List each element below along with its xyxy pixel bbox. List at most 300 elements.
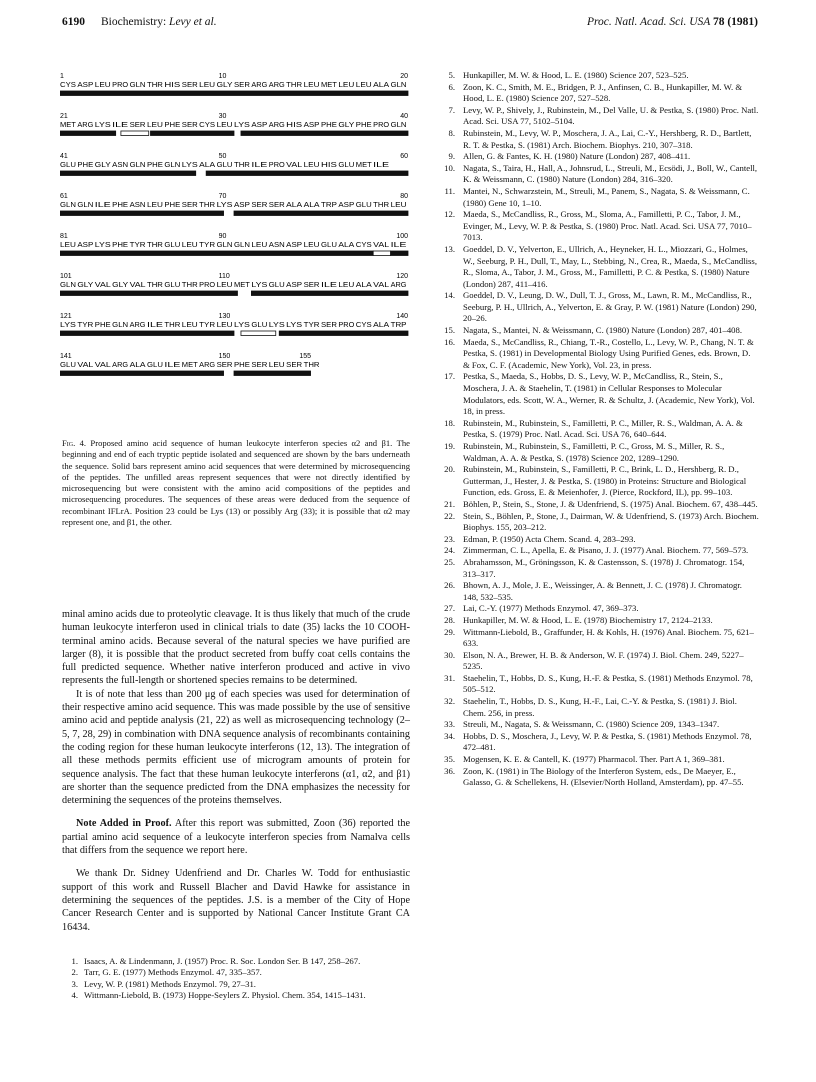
residue-label: PHE [94,322,112,329]
position-number: 70 [218,193,227,200]
residue-label: TYR [129,242,146,249]
position-number: 80 [400,193,408,200]
residue-label: ALA [303,202,320,209]
reference-text: Isaacs, A. & Lindenmann, J. (1957) Proc. R. Soc. London Ser. B 147, 258–267. [84,956,361,966]
residue-label: ASP [77,242,94,249]
reference-item [433,325,759,337]
residue-label: THR [147,282,163,289]
residue-label: LYS [234,322,251,329]
peptide-bar-open [241,331,276,336]
citation-journal: Proc. Natl. Acad. Sci. USA [586,16,711,28]
residue-label: HIS [321,162,338,169]
peptide-bar-solid [279,331,408,336]
reference-number: 30. [444,649,455,660]
residue-label: LEU [94,82,111,89]
position-number: 141 [60,353,72,360]
residue-label: VAL [94,362,111,369]
residue-label: SER [251,202,268,209]
reference-item [62,956,410,967]
peptide-bar-solid [60,171,196,176]
reference-item [433,82,759,105]
residue-label: TRP [321,202,338,209]
reference-item [433,603,759,615]
residue-label: GLN [390,82,407,89]
residue-label: HIS [164,82,181,89]
reference-item [62,967,410,978]
residue-label: LEU [303,162,320,169]
residue-label: ASP [286,282,303,289]
residue-label: ALA [129,362,146,369]
residue-label: THR [286,82,303,89]
reference-number: 9. [448,151,455,162]
residue-label: ASP [251,122,268,129]
residue-label: MET [181,362,199,369]
reference-number: 11. [444,185,455,196]
reference-item [433,673,759,696]
page-header [62,16,758,36]
position-number: 120 [396,273,408,280]
reference-item [433,441,759,464]
reference-item [433,371,759,417]
residue-label: ARG [112,362,129,369]
reference-item [62,979,410,990]
residue-label: GLN [60,202,76,209]
residue-label: MET [355,162,373,169]
reference-item [433,337,759,372]
residue-label: ILE [390,242,408,249]
residue-label: GLU [164,282,181,289]
residue-label: GLN [390,122,407,129]
reference-text: Maeda, S., McCandliss, R., Chiang, T.-R., Costello, L., Levy, W. P., Chang, N. T. & Pestka, S. (1981) in Developmental Biology Using Purified Genes, eds. Brown, D. & Fox, C. F. (Academic, New York), Vol. 23, in press. [463,336,754,370]
residue-label: LEU [338,82,355,89]
residue-label: CYS [60,82,77,89]
reference-item [433,719,759,731]
reference-text: Rubinstein, M., Rubinstein, S., Familletti, P. C., Gross, M. S., Miller, R. S., Waldman, A. A. & Pestka, S. (1978) Science 202, 1289–1290. [463,441,725,463]
reference-number: 21. [444,498,455,509]
reference-number: 27. [444,603,455,614]
residue-label: THR [373,202,390,209]
reference-text: Maeda, S., McCandliss, R., Gross, M., Sloma, A., Familletti, P. C., Tabor, J. M., Evinger, M., Levy, W. P. & Pestka, S. (1980) Proc. Natl. Acad. Sci. USA 77, 7010–7013. [463,209,752,243]
reference-number: 31. [444,672,455,683]
residue-label: LEU [216,122,233,129]
note-text: After this report was submitted, Zoon (36) reported the partial amino acid sequence of a leukocyte interferon species from Namalva cells that differs from the sequence we report here. [62,818,410,857]
residue-label: MET [321,82,338,89]
residue-label: GLU [355,202,372,209]
residue-label: THR [181,282,198,289]
residue-label: LEU [60,242,76,249]
reference-text: Nagata, S., Taira, H., Hall, A., Johnsrud, L., Streuli, M., Ecsödi, J., Boll, W., Cantell, K. & Weissmann, C. (1980) Nature (London) 284, 316–320. [463,162,758,185]
reference-number: 36. [444,765,455,776]
reference-number: 13. [444,243,455,254]
header-left [62,16,217,28]
reference-text: Rubinstein, M., Rubinstein, S., Familletti, P. C., Brink, L. D., Hershberg, R. D., Gutterman, J., Hester, J. & Pestka, S. (1980) in Proteins: Structure and Biological Function, eds. Gross, E. & Meienhofer, J. (Pierce, Rockford, IL), pp. 99–103. [463,464,747,498]
residue-label: CYS [355,242,373,249]
residue-label: GLN [216,242,233,249]
reference-text: Pestka, S., Maeda, S., Hobbs, D. S., Levy, W. P., McCandliss, R., Stein, S., Moschera, J. A. & Staehelin, T. (1981) in Cellular Responses to Molecular Modulators, eds. Scott, W. A., Werner, R. & Schultz, J. (Academic, New York), Vol. 18, in press. [463,371,755,417]
residue-label: ILE [251,162,268,169]
residue-label: LEU [181,322,198,329]
reference-number: 7. [448,104,455,115]
residue-label: ARG [77,122,94,129]
reference-item [433,499,759,511]
peptide-bar-open [373,251,390,256]
reference-text: Levy, W. P., Shively, J., Rubinstein, M., Del Valle, U. & Pestka, S. (1980) Proc. Natl. Acad. Sci. USA 77, 5102–5104. [463,104,759,127]
peptide-bar-solid [206,171,408,176]
reference-text: Rubinstein, M., Rubinstein, S., Familletti, P. C., Miller, R. S., Waldman, A. A. & Pestka, S. (1979) Proc. Natl. Acad. Sci. USA 76, 640–644. [463,417,743,440]
reference-number: 8. [448,127,455,138]
reference-number: 24. [444,545,455,556]
residue-label: PHE [77,162,94,169]
residue-label: LEU [147,202,163,209]
residue-label: ASP [286,242,303,249]
position-number: 21 [60,113,68,120]
reference-number: 29. [444,626,455,637]
reference-text: Goeddel, D. V., Yelverton, E., Ullrich, A., Heyneker, H. L., Miozzari, G., Holmes, W., Seeburg, P. H., Dull, T., May, L., Stebbing, N., Crea, R., Maeda, S., McCandliss, R., Sloma, A., Tabor, J. M., Gross, M., Familletti, P. C. & Pestka, S. (1980) Nature (London) 287, 411–416. [463,243,757,289]
reference-number: 14. [444,290,455,301]
reference-item [433,209,759,244]
reference-text: Allen, G. & Fantes, K. H. (1980) Nature (London) 287, 408–411. [463,151,691,162]
reference-text: Mogensen, K. E. & Cantell, K. (1977) Pharmacol. Ther. Part A 1, 369–381. [463,754,725,765]
residue-label: ALA [199,162,216,169]
reference-number: 28. [444,614,455,625]
reference-text: Stein, S., Böhlen, P., Stone, J., Dairman, W. & Udenfriend, S. (1973) Arch. Biochem. Biophys. 155, 203–212. [463,510,759,533]
residue-label: GLN [60,282,76,289]
residue-label: ARG [251,82,268,89]
position-number: 100 [396,233,408,240]
header-citation [587,16,758,28]
residue-label: GLU [251,322,268,329]
note-label: Note Added in Proof. [76,818,172,830]
references-list-right [433,70,759,789]
position-number: 50 [218,153,227,160]
body-text [62,608,410,934]
reference-number: 19. [444,441,455,451]
residue-label: LEU [390,202,407,209]
residue-label: PHE [164,122,181,129]
position-number: 155 [299,353,311,360]
residue-label: GLU [216,162,233,169]
residue-label: GLU [164,242,181,249]
residue-label: ASN [268,242,285,249]
reference-text: Lai, C.-Y. (1977) Methods Enzymol. 47, 369–373. [463,603,639,614]
residue-label: LEU [216,282,233,289]
reference-text: Staehelin, T., Hobbs, D. S., Kung, H.-F. & Pestka, S. (1981) Methods Enzymol. 78, 505–512. [463,672,753,695]
reference-number: 15. [444,325,455,336]
peptide-bar-solid [60,371,224,376]
residue-label: ILE [94,202,112,209]
reference-number: 26. [444,580,455,591]
reference-number: 33. [444,719,455,730]
peptide-bar-solid [60,211,224,216]
residue-label: TYR [77,322,94,329]
reference-text: Rubinstein, M., Levy, W. P., Moschera, J. A., Lai, C.-Y., Hershberg, R. D., Bartlett, R. T. & Pestka, S. (1981) Arch. Biochem. Biophys. 210, 307–318. [463,127,752,150]
reference-text: Levy, W. P. (1981) Methods Enzymol. 79, 27–31. [84,978,256,989]
running-authors: Levy et al. [169,16,217,28]
residue-label: MET [60,122,77,129]
reference-item [433,151,759,163]
reference-number: 25. [444,556,455,567]
residue-label: ILE [164,362,181,369]
reference-item [433,290,759,325]
reference-item [433,105,759,128]
reference-text: Wittmann-Liebold, B., Graffunder, H. & Kohls, H. (1976) Anal. Biochem. 75, 621–633. [463,626,754,649]
acknowledgments: We thank Dr. Sidney Udenfriend and Dr. Charles W. Todd for enthusiastic support of this work and Russell Blacher and David Hawke for assistance in determining the sequences of the peptides. J.S. is a member of the City of Hope Cancer Research Center and is supported by National Cancer Institute Grant CA 16434. [62,868,410,933]
reference-text: Abrahamsson, M., Gröningsson, K. & Castensson, S. (1978) J. Chromatogr. 154, 313–317. [463,556,745,579]
residue-label: ALA [286,202,303,209]
reference-item [433,244,759,290]
reference-number: 18. [444,417,455,428]
residue-label: GLN [129,82,146,89]
residue-label: THR [147,242,163,249]
residue-label: LEU [303,82,320,89]
reference-item [433,511,759,534]
reference-number: 34. [444,730,455,741]
peptide-bar-solid [391,251,408,256]
residue-label: HIS [286,122,303,129]
residue-label: VAL [129,282,146,289]
reference-text: Hunkapiller, M. W. & Hood, L. E. (1978) Biochemistry 17, 2124–2133. [463,614,713,625]
residue-label: LEU [355,82,372,89]
reference-item [433,163,759,186]
reference-number: 2. [71,967,78,978]
residue-label: LYS [251,282,268,289]
reference-item [433,534,759,546]
residue-label: TRP [390,322,407,329]
peptide-bar-solid [60,331,234,336]
residue-label: GLU [321,242,337,249]
reference-item [433,627,759,650]
peptide-bar-solid [251,291,408,296]
position-number: 101 [60,273,72,280]
reference-text: Hobbs, D. S., Moschera, J., Levy, W. P. & Pestka, S. (1981) Methods Enzymol. 78, 472–481. [463,730,752,753]
position-number: 140 [396,313,408,320]
residue-label: ASP [303,122,320,129]
reference-item [433,186,759,209]
residue-label: GLY [112,282,129,289]
residue-label: ARG [390,282,407,289]
residue-label: VAL [373,242,390,249]
reference-number: 16. [444,336,455,347]
residue-label: SER [286,362,303,369]
reference-number: 32. [444,696,455,707]
residue-label: THR [303,362,320,369]
peptide-bar-solid [241,131,408,136]
residue-label: ASP [234,202,251,209]
residue-label: GLY [338,122,355,129]
residue-label: GLU [60,162,76,169]
peptide-bar-solid [234,211,408,216]
note-added-in-proof [62,817,410,857]
reference-text: Mantei, N., Schwarzstein, M., Streuli, M., Panem, S., Nagata, S. & Weissmann, C. (1980) Gene 10, 1–10. [463,185,750,208]
residue-label: GLU [268,282,285,289]
residue-label: THR [164,322,181,329]
residue-label: SER [268,202,285,209]
residue-label: PHE [355,122,373,129]
position-number: 40 [400,113,408,120]
peptide-bar-solid [234,371,311,376]
position-number: 20 [400,73,408,80]
residue-label: LEU [268,362,285,369]
reference-item [433,418,759,441]
reference-text: Staehelin, T., Hobbs, D. S., Kung, H.-F., Lai, C.-Y. & Pestka, S. (1981) J. Biol. Chem. 256, in press. [463,696,737,718]
residue-label: LEU [199,82,216,89]
residue-label: LYS [234,122,251,129]
residue-label: PHE [321,122,338,129]
residue-label: LEU [251,242,268,249]
residue-label: ILE [112,122,129,129]
residue-label: THR [234,162,250,169]
reference-number: 17. [444,371,455,382]
residue-label: PRO [112,82,129,89]
residue-label: GLN [129,162,146,169]
residue-label: LYS [94,242,112,249]
residue-label: GLN [77,202,94,209]
residue-label: LEU [338,282,355,289]
residue-label: THR [147,82,163,89]
residue-label: LYS [181,162,199,169]
reference-item [433,70,759,82]
position-number: 1 [60,73,64,80]
residue-label: TYR [199,322,216,329]
residue-label: SER [181,122,198,129]
residue-label: GLY [94,162,112,169]
residue-label: SER [181,202,198,209]
reference-number: 3. [71,978,78,989]
reference-item [433,580,759,603]
reference-item [433,128,759,151]
paragraph-1: minal amino acids due to proteolytic cleavage. It is thus likely that much of the crude human leukocyte interferon used in clinical trials to date (35) lacks the 10 COOH-terminal amino acids. Because several of the natural species we have purified are larger (8), it is possible that the product secreted from buffy coat cells contains the full predicted sequence. Whether native interferon produced and active in vivo represents the full-length or shortened species remains to be determined. [62,609,410,687]
reference-item [433,615,759,627]
reference-item [62,990,410,1001]
reference-text: Edman, P. (1950) Acta Chem. Scand. 4, 283–293. [463,533,636,544]
peptide-bar-solid [60,131,116,136]
reference-text: Zimmerman, C. L., Apella, E. & Pisano, J. J. (1977) Anal. Biochem. 77, 569–573. [463,545,749,556]
caption-text: Proposed amino acid sequence of human leukocyte interferon species α2 and β1. The beginning and end of each tryptic peptide isolated and sequenced are shown by the bars underneath the sequence. Solid bars represent amino acid sequences that were determined by microsequencing of the peptides. The unfilled areas represent sequences that were not directly identified by microsequencing but were consistent with the amino acid compositions of the peptides and microsequencing procedures. The sequences of these areas were deduced from the sequence of recombinant IFLrA. Position 23 could be Lys (13) or possibly Arg (33); it is possible that α2 may represent one, and β1, the other. [62,438,410,528]
position-number: 41 [60,153,68,160]
residue-label: GLY [77,282,94,289]
position-number: 10 [218,73,227,80]
position-number: 81 [60,233,68,240]
position-number: 61 [60,193,68,200]
figure-caption [62,438,410,528]
residue-label: ILE [321,282,338,289]
residue-label: LYS [268,322,286,329]
sequence-figure [60,70,412,430]
residue-label: LYS [286,322,303,329]
reference-text: Goeddel, D. V., Leung, D. W., Dull, T. J., Gross, M., Lawn, R. M., McCandliss, R., Seeburg, P. H., Ullrich, A., Yelverton, E. & Gray, P. W. (1981) Nature (London) 290, 20–26. [463,290,757,324]
paragraph-2: It is of note that less than 200 μg of each species was used for determination of their respective amino acid sequence. This was made possible by the use of sensitive amino acid and peptide analysis (21, 22) as well as microsequencing technology (2–5, 7, 28, 29) in combination with DNA sequence analysis of recombinants containing the coding region for these human leukocyte interferons (12, 13). The integration of all these methods permits efficient use of microgram amounts of protein for sequence analysis. The fact that these human leukocyte interferons (α1, α2, and β1) are shorter than the sequence predicted from the DNA emphasizes the necessity for determining the sequences of the proteins themselves. [62,688,410,807]
caption-label: Fig. 4. [62,438,87,448]
residue-label: ALA [338,242,355,249]
residue-label: VAL [94,282,111,289]
reference-text: Wittmann-Liebold, B. (1973) Hoppe-Seylers Z. Physiol. Chem. 354, 1415–1431. [84,990,366,1001]
position-number: 90 [218,233,227,240]
reference-text: Elson, N. A., Brewer, H. B. & Anderson, W. F. (1974) J. Biol. Chem. 249, 5227–5235. [463,649,744,672]
residue-label: PHE [164,202,181,209]
residue-label: CYS [355,322,373,329]
reference-number: 4. [71,990,78,1001]
position-number: 30 [218,113,227,120]
residue-label: LYS [94,122,112,129]
peptide-bar-open [121,131,149,136]
peptide-bar-solid [60,91,408,96]
reference-item [433,731,759,754]
page-number: 6190 [62,16,85,28]
position-number: 130 [218,313,231,320]
reference-text: Streuli, M., Nagata, S. & Weissmann, C. (1980) Science 209, 1343–1347. [463,719,720,730]
reference-item [433,754,759,766]
residue-label: THR [199,202,216,209]
reference-number: 35. [444,754,455,765]
reference-text: Zoon, K. C., Smith, M. E., Bridgen, P. J., Anfinsen, C. B., Hunkapiller, M. W. & Hood, L. E. (1980) Science 207, 527–528. [463,81,743,104]
residue-label: LEU [303,242,320,249]
residue-label: LYS [216,202,234,209]
reference-number: 22. [444,510,455,521]
reference-number: 1. [71,956,78,966]
residue-label: GLY [216,82,233,89]
reference-text: Hunkapiller, M. W. & Hood, L. E. (1980) Science 207, 523–525. [463,70,689,80]
residue-label: ASP [338,202,355,209]
journal-section: Biochemistry: [101,16,167,28]
residue-label: LEU [216,322,233,329]
residue-label: SER [321,322,337,329]
residue-label: PHE [112,202,129,209]
residue-label: ASN [112,162,129,169]
residue-label: PRO [268,162,286,169]
residue-label: VAL [77,362,94,369]
reference-item [433,766,759,789]
residue-label: ARG [199,362,216,369]
residue-label: GLU [147,362,163,369]
residue-label: PHE [147,162,164,169]
position-number: 121 [60,313,72,320]
residue-label: VAL [373,282,390,289]
reference-number: 20. [444,464,455,475]
residue-label: SER [181,82,198,89]
residue-label: LEU [181,242,198,249]
residue-label: GLU [60,362,76,369]
residue-label: PHE [112,242,129,249]
reference-number: 12. [444,209,455,220]
reference-text: Zoon, K. (1981) in The Biology of the Interferon System, eds., De Maeyer, E., Galasso, G. & Schellekens, H. (Elsevier/North Holland, Amsterdam), pp. 47–55. [463,765,744,788]
residue-label: TYR [199,242,216,249]
position-number: 60 [400,153,408,160]
position-number: 150 [218,353,231,360]
reference-text: Bhown, A. J., Mole, J. E., Weissinger, A. & Bennett, J. C. (1978) J. Chromatogr. 148, 532–535. [463,580,742,602]
residue-label: CYS [199,122,216,129]
residue-label: SER [251,362,268,369]
residue-label: LYS [60,322,77,329]
reference-item [433,650,759,673]
residue-label: ALA [355,282,373,289]
residue-label: GLN [164,162,181,169]
reference-number: 23. [444,533,455,544]
peptide-bar-solid [150,131,234,136]
reference-text: Nagata, S., Mantei, N. & Weissmann, C. (1980) Nature (London) 287, 401–408. [463,325,743,336]
residue-label: TYR [303,322,320,329]
residue-label: SER [216,362,233,369]
residue-label: SER [234,82,250,89]
residue-label: ILE [147,322,164,329]
reference-text: Böhlen, P., Stein, S., Stone, J. & Udenfriend, S. (1975) Anal. Biochem. 67, 438–445. [463,498,758,509]
position-number: 110 [218,273,230,280]
residue-label: SER [129,122,146,129]
residue-label: ILE [373,162,390,169]
references-list-left [62,956,410,1002]
residue-label: ASP [77,82,94,89]
residue-label: PRO [338,322,355,329]
residue-label: PHE [234,362,251,369]
